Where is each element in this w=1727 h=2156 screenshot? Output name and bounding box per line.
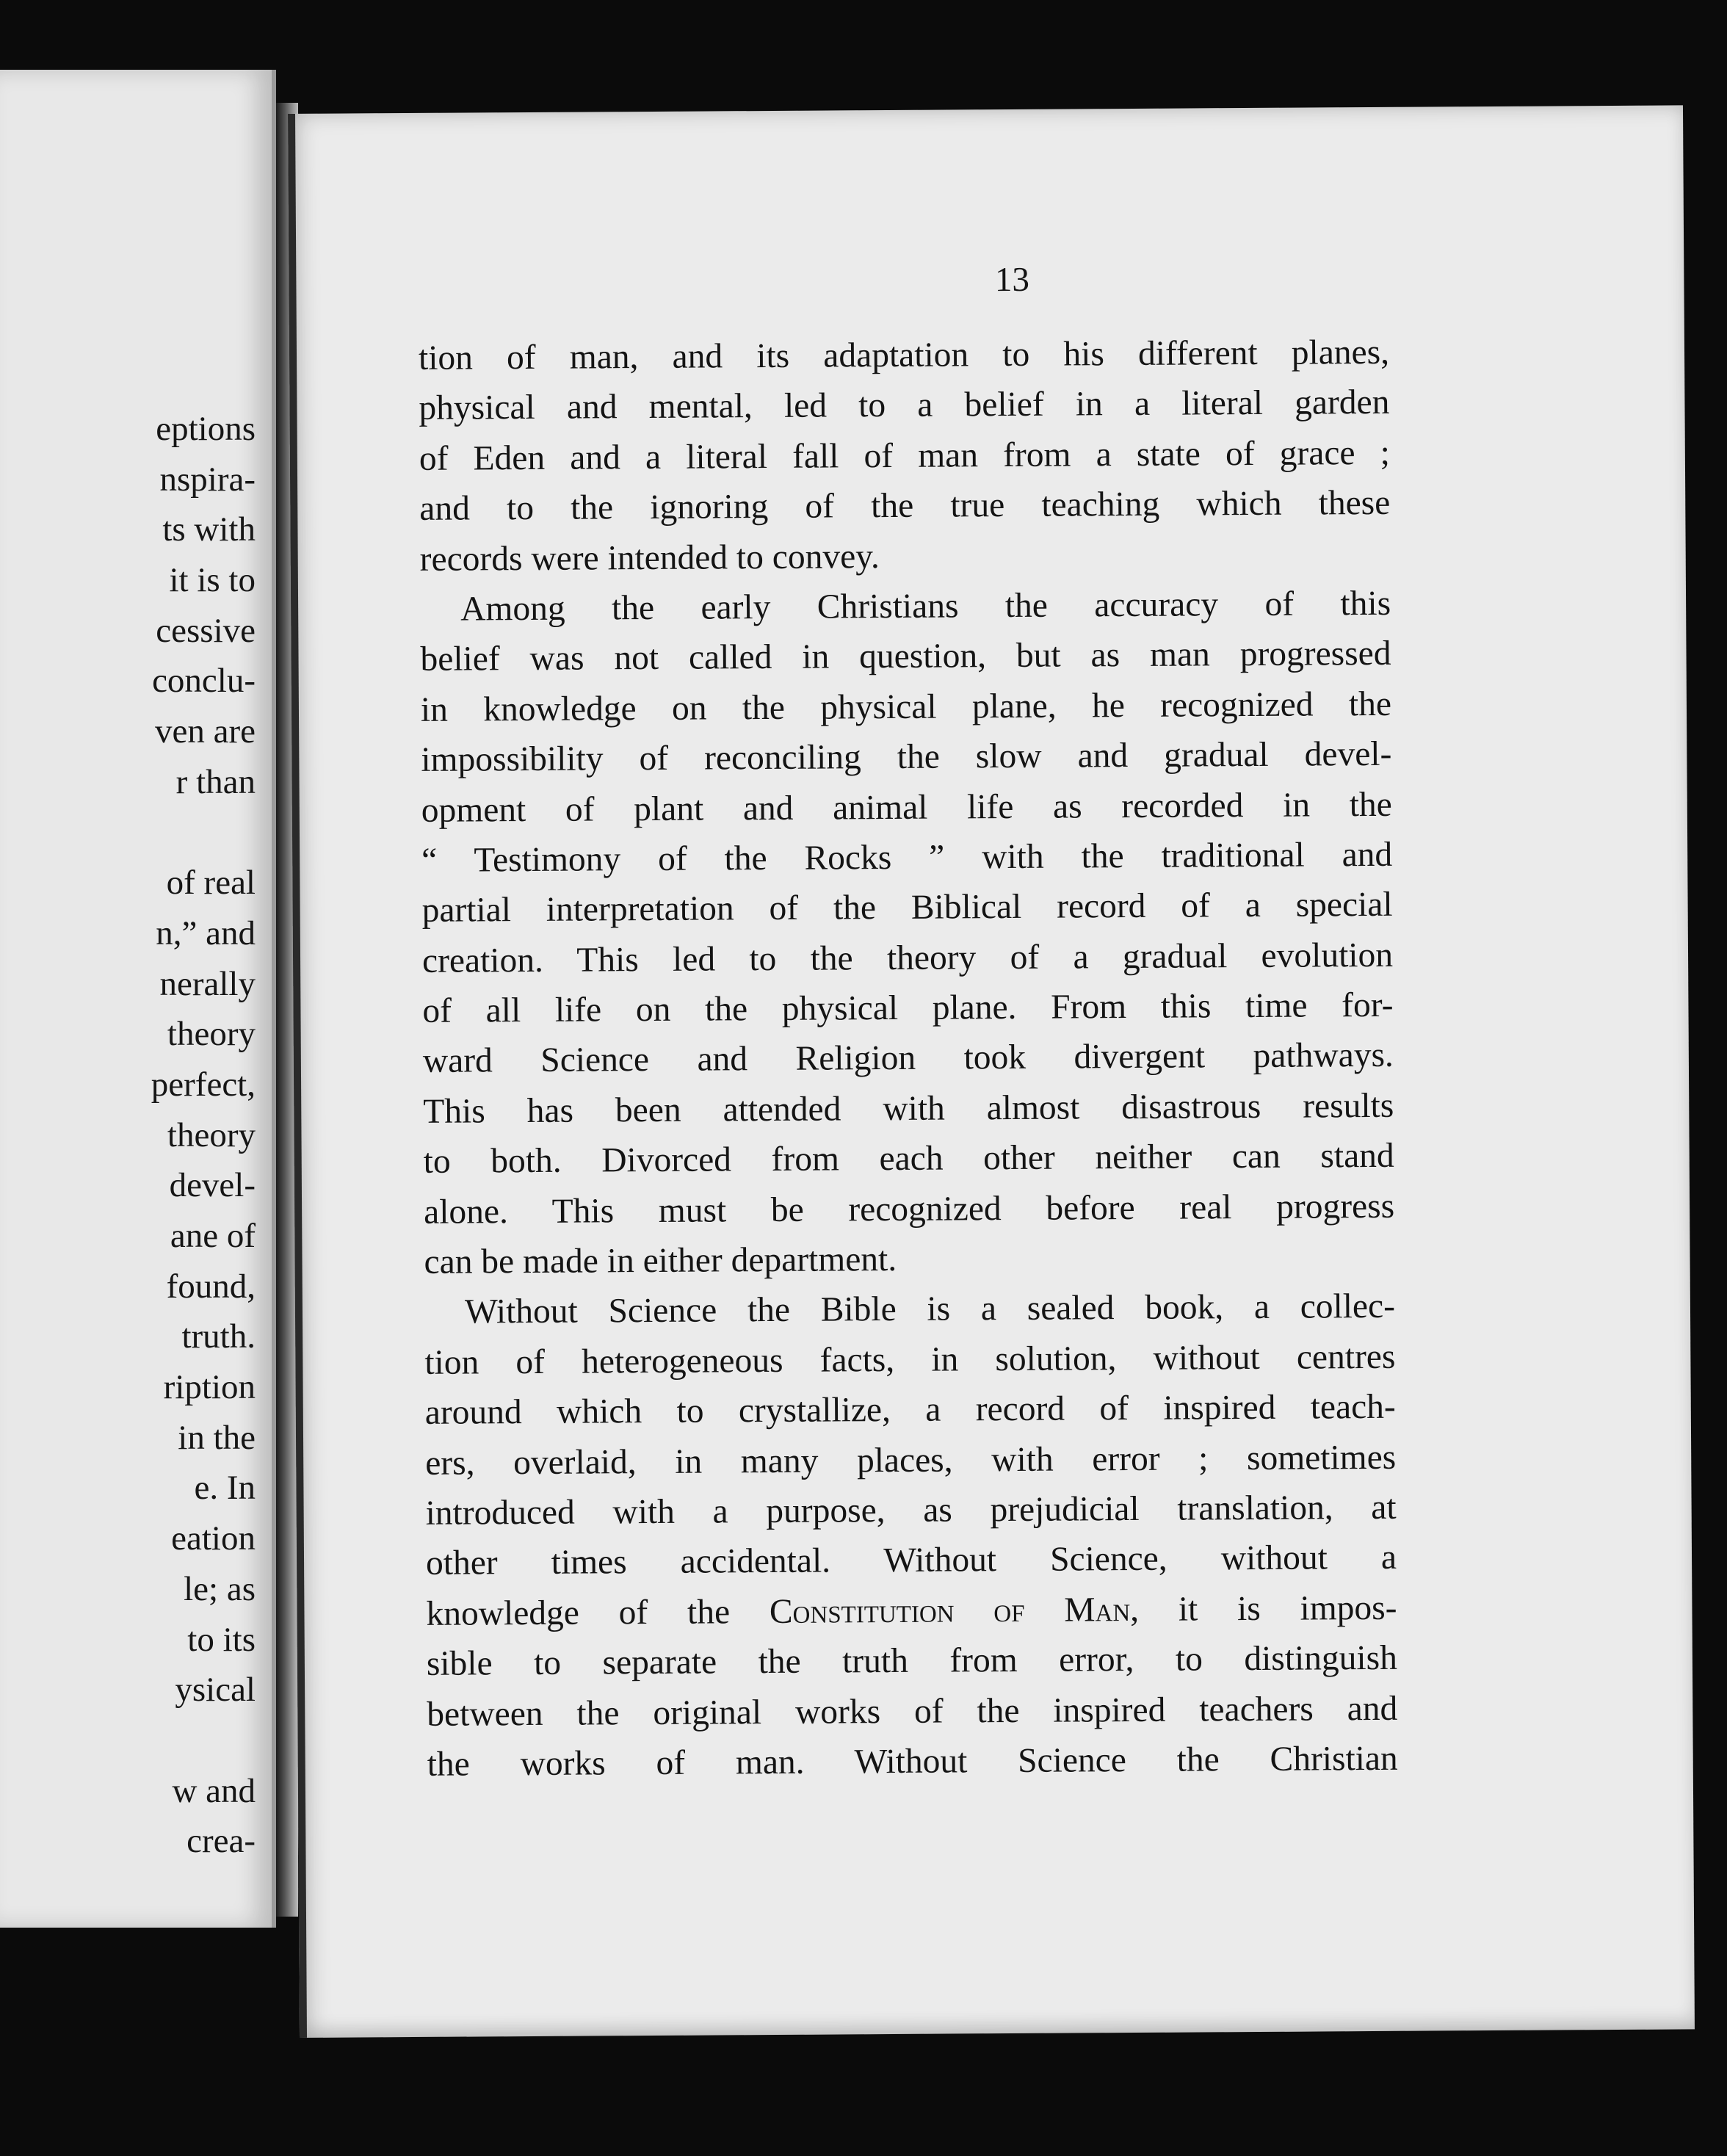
text-line: creation. This led to the theory of a gradual evolution [421,936,1394,980]
book-page [288,105,1695,2038]
text-run: , it is impos- [1130,1588,1397,1629]
text-line: ription [163,1368,256,1407]
text-line: nerally [159,964,256,1003]
text-line: ven are [155,712,256,751]
body-text [419,328,1398,1790]
text-line: Without Science the Bible is a sealed book, a collec- [464,1287,1396,1331]
blank-line [151,808,256,858]
previous-page-fragment [0,70,276,1928]
text-line: the works of man. Without Science the Christian [427,1739,1398,1784]
text-line: nspira- [159,460,256,499]
text-line: between the original works of the inspired teachers and [427,1689,1398,1734]
text-line: conclu- [152,662,256,701]
text-line: tion of man, and its adaptation to his different planes, [418,333,1390,377]
text-line: truth. [181,1317,256,1356]
text-line: cessive [156,611,256,650]
text-line: Among the early Christians the accuracy of this [460,584,1391,629]
text-line: of Eden and a literal fall of man from a state of grace ; [419,433,1391,478]
text-line: introduced with a purpose, as prejudicial translation, at [425,1488,1397,1533]
text-line: belief was not called in question, but as man progressed [420,634,1391,679]
text-line: devel- [169,1166,256,1205]
text-line: This has been attended with almost disastrous results [423,1086,1394,1131]
previous-page-text [151,404,256,1867]
paragraph [420,579,1395,1288]
text-line: e. In [194,1469,256,1508]
text-line: r than [175,762,256,801]
text-line: ane of [170,1217,256,1255]
text-run: knowledge of the [426,1593,731,1633]
text-line: ysical [175,1671,256,1710]
text-line: impossibility of reconciling the slow and gradual devel- [421,734,1392,780]
text-line: around which to crystallize, a record of inspired teach- [424,1388,1396,1433]
text-line: theory [167,1015,256,1054]
text-line: perfect, [151,1065,256,1104]
small-caps-phrase: Constitution of Man [769,1590,1131,1631]
text-line: of all life on the physical plane. From this time for- [422,985,1394,1030]
text-line: “ Testimony of the Rocks ” with the traditional and [421,835,1393,880]
text-line: can be made in either department. [424,1240,897,1281]
text-line: le; as [184,1569,256,1608]
text-line: and to the ignoring of the true teaching which these [419,484,1391,529]
text-line: physical and mental, led to a belief in a literal garden [419,383,1390,428]
text-line: alone. This must be recognized before real progress [423,1187,1395,1231]
text-line: ts with [162,510,256,549]
text-line: of real [166,864,256,902]
text-line: w and [172,1771,256,1810]
text-line: eptions [156,410,256,448]
text-line [426,1583,1397,1639]
text-line: other times accidental. Without Science, without a [425,1538,1397,1583]
text-line: in knowledge on the physical plane, he recognized the [420,684,1392,729]
page-number: 13 [994,260,1030,300]
text-line: crea- [187,1822,256,1861]
text-line: partial interpretation of the Biblical record of a special [421,886,1393,930]
text-line: ward Science and Religion took divergent pathways. [422,1036,1394,1081]
text-line: ers, overlaid, in many places, with error ; sometimes [425,1438,1397,1483]
text-line: in the [178,1418,256,1457]
text-line: opment of plant and animal life as recorded in the [421,785,1392,830]
text-line: tion of heterogeneous facts, in solution, without centres [424,1337,1396,1382]
text-line: sible to separate the truth from error, to distinguish [426,1638,1398,1684]
paragraph [424,1281,1398,1790]
blank-line [151,1715,256,1766]
text-line: n,” and [156,914,256,952]
text-line: to its [187,1620,256,1659]
text-line: eation [171,1519,256,1558]
paragraph [419,328,1391,585]
text-line: found, [166,1267,256,1306]
text-line: theory [167,1115,256,1154]
text-line: it is to [169,561,256,600]
text-line: to both. Divorced from each other neither can stand [423,1137,1394,1182]
text-line: records were intended to convey. [419,537,880,579]
